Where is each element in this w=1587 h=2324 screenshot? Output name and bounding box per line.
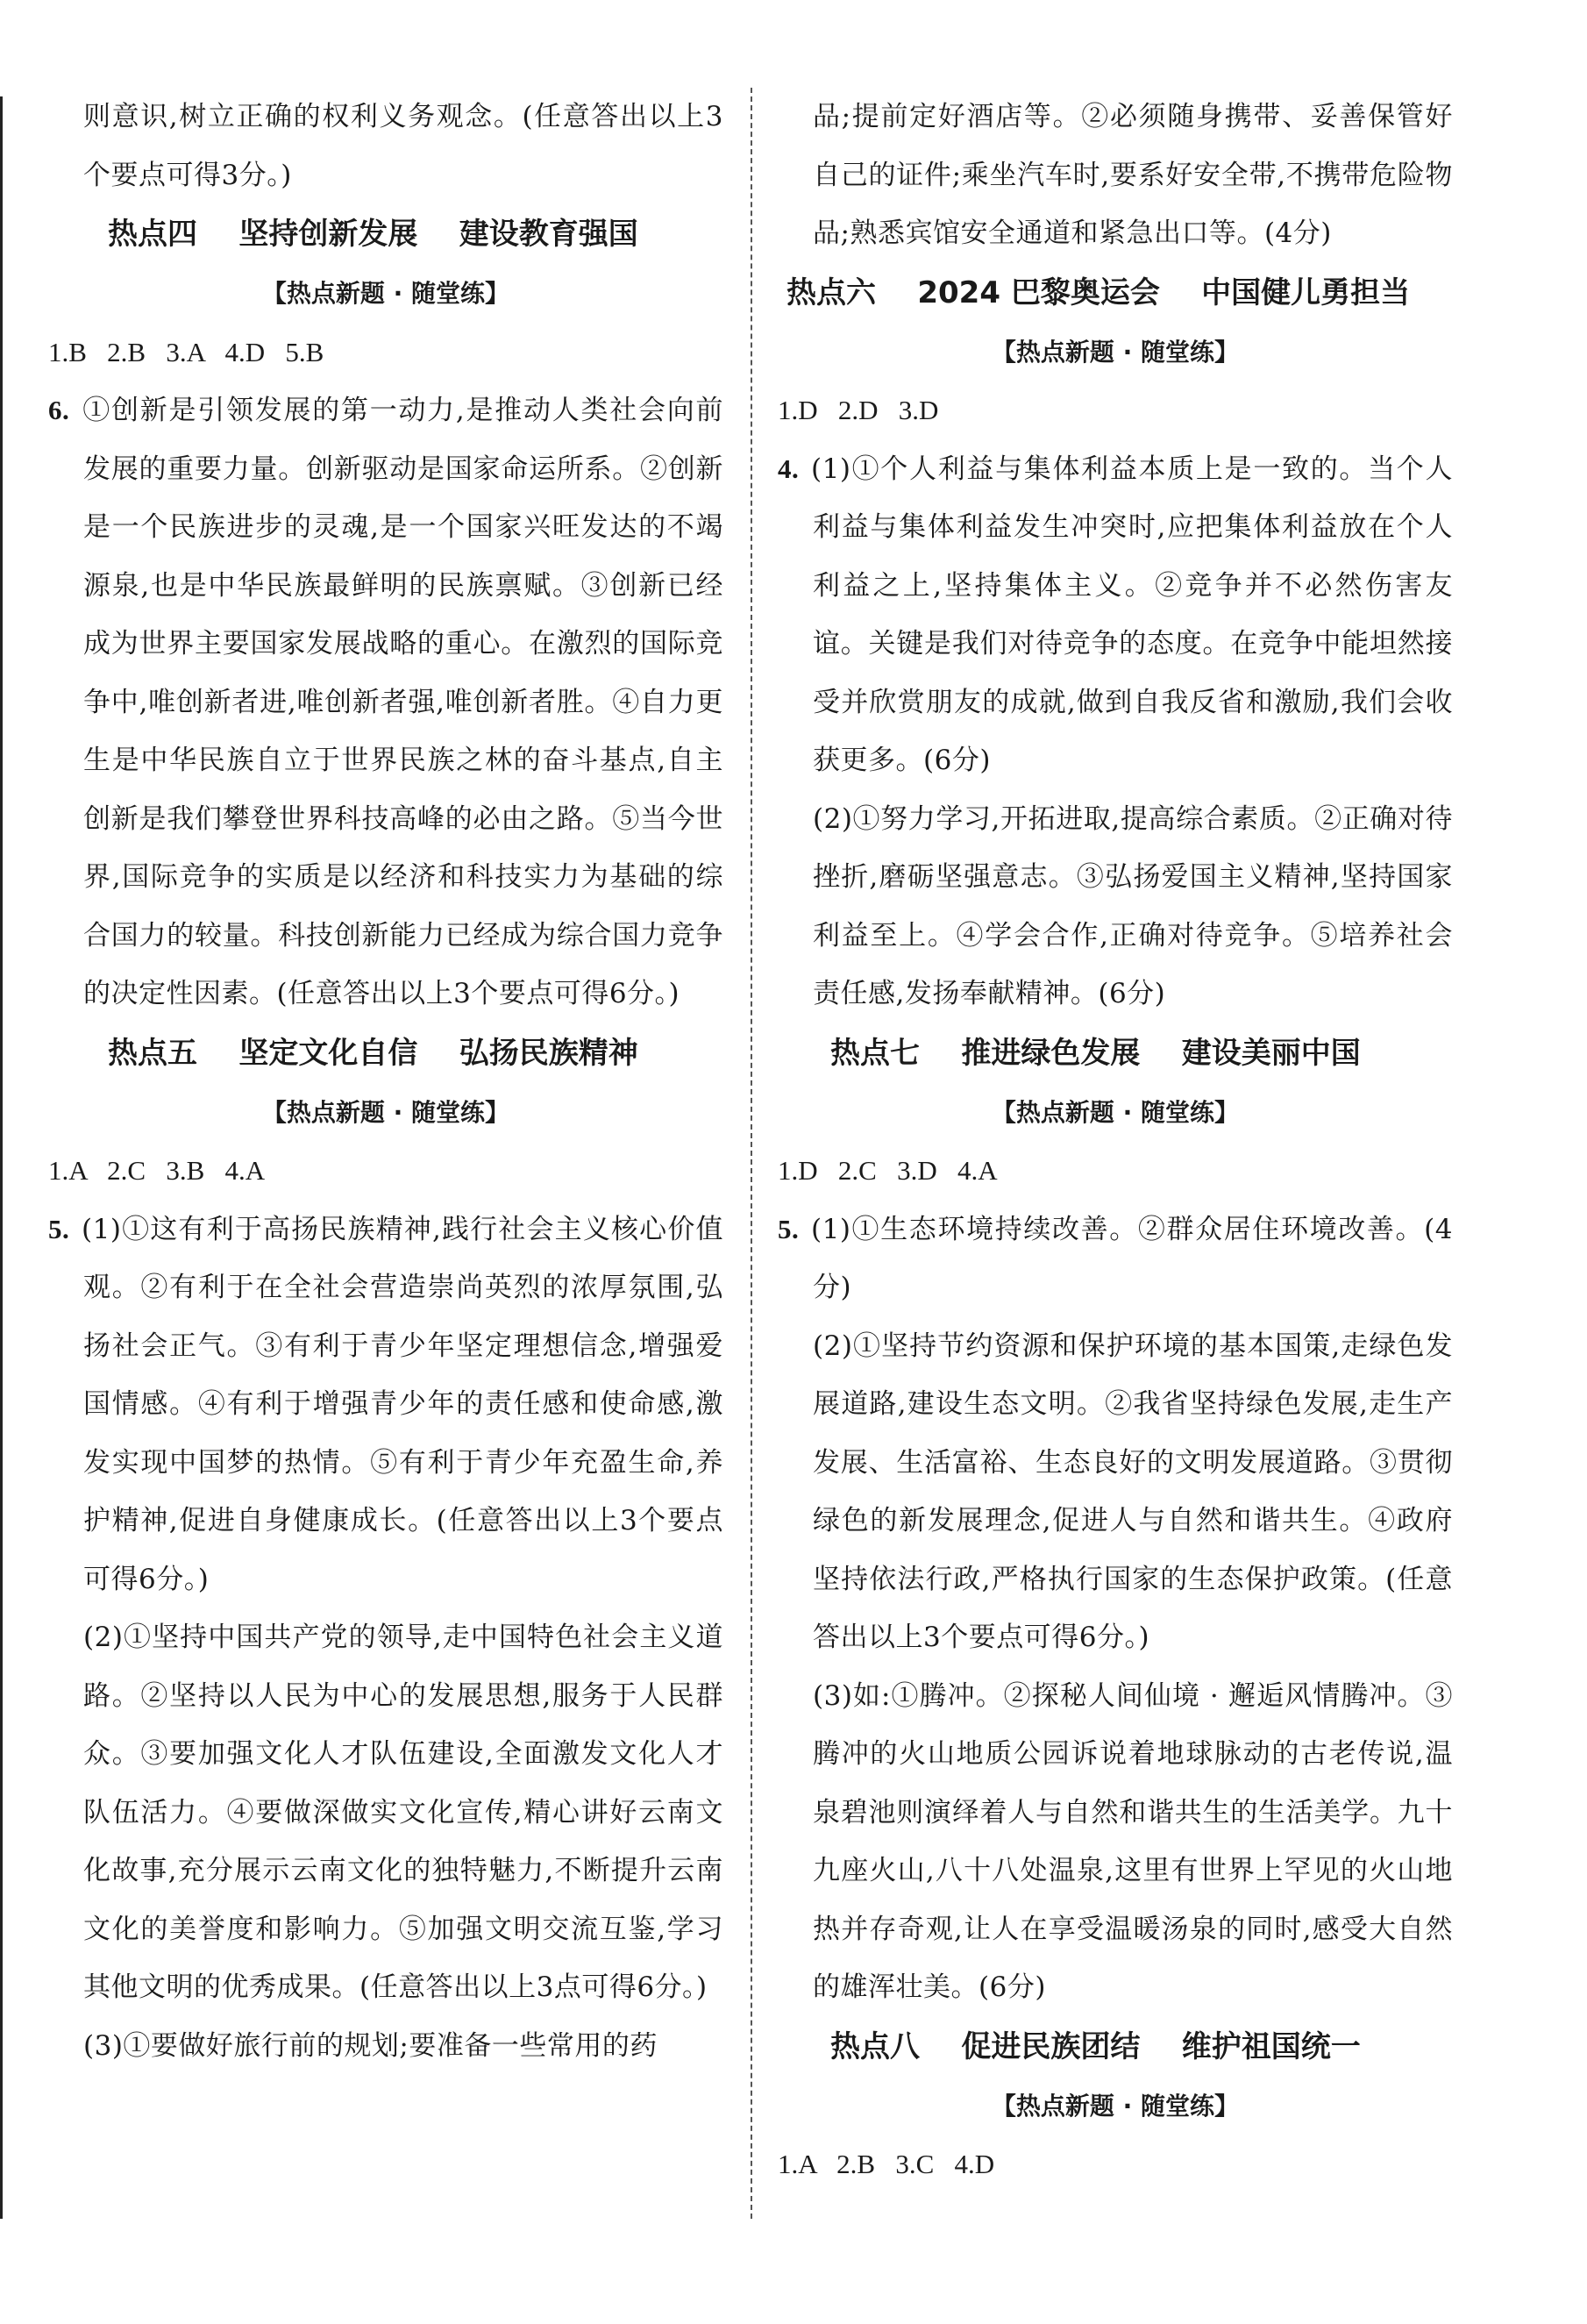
question-block	[48, 1201, 723, 1609]
answer-text: (1)①个人利益与集体利益本质上是一致的。当个人利益与集体利益发生冲突时,应把集体利益放在个人利益之上,坚持集体主义。②竞争并不必然伤害友谊。关键是我们对待竞争的态度。在竞争中能坦然接受并欣赏朋友的成就,做到自我反省和激励,我们会收获更多。(6分)	[811, 453, 1453, 776]
paragraph: 品;提前定好酒店等。②必须随身携带、妥善保管好自己的证件;乘坐汽车时,要系好安全带,不携带危险物品;熟悉宾馆安全通道和紧急出口等。(4分)	[813, 101, 1453, 249]
section-heading: 热点七 推进绿色发展 建设美丽中国	[830, 1035, 1361, 1071]
paragraph: 则意识,树立正确的权利义务观念。(任意答出以上3个要点可得3分。)	[83, 101, 723, 191]
section-subheading: 【热点新题 · 随堂练】	[991, 2091, 1240, 2121]
question-block	[778, 440, 1453, 790]
section-subheading: 【热点新题 · 随堂练】	[261, 279, 510, 308]
section-subheading: 【热点新题 · 随堂练】	[991, 337, 1240, 367]
page-edge-rule	[0, 96, 3, 2219]
question-number: 6.	[48, 395, 70, 425]
question-number: 4.	[778, 453, 800, 484]
question-number: 5.	[48, 1213, 70, 1244]
answer-text: (1)①生态环境持续改善。②群众居住环境改善。(4分)	[811, 1213, 1453, 1303]
question-block	[778, 1201, 1453, 1317]
answer-key: 1.D 2.C 3.D 4.A	[778, 1155, 998, 1186]
section-heading: 热点五 坚定文化自信 弘扬民族精神	[108, 1035, 638, 1071]
right-column	[778, 88, 1453, 2194]
answer-key: 1.A 2.C 3.B 4.A	[48, 1155, 266, 1186]
question-number: 5.	[778, 1213, 800, 1244]
answer-key: 1.D 2.D 3.D	[778, 395, 939, 425]
section-subheading: 【热点新题 · 随堂练】	[991, 1097, 1240, 1127]
answer-text: ①创新是引领发展的第一动力,是推动人类社会向前发展的重要力量。创新驱动是国家命运所系。②创新是一个民族进步的灵魂,是一个国家兴旺发达的不竭源泉,也是中华民族最鲜明的民族禀赋。③创新已经成为世界主要国家发展战略的重心。在激烈的国际竞争中,唯创新者进,唯创新者强,唯创新者胜。④自力更生是中华民族自立于世界民族之林的奋斗基点,自主创新是我们攀登世界科技高峰的必由之路。⑤当今世界,国际竞争的实质是以经济和科技实力为基础的综合国力的较量。科技创新能力已经成为综合国力竞争的决定性因素。(任意答出以上3个要点可得6分。)	[82, 395, 723, 1009]
answer-text: (2)①坚持节约资源和保护环境的基本国策,走绿色发展道路,建设生态文明。②我省坚持绿色发展,走生产发展、生活富裕、生态良好的文明发展道路。③贯彻绿色的新发展理念,促进人与自然和谐共生。④政府坚持依法行政,严格执行国家的生态保护政策。(任意答出以上3个要点可得6分。)	[813, 1330, 1453, 1653]
answer-text: (3)①要做好旅行前的规划;要准备一些常用的药	[83, 2029, 658, 2062]
answer-text: (2)①努力学习,开拓进取,提高综合素质。②正确对待挫折,磨砺坚强意志。③弘扬爱国主义精神,坚持国家利益至上。④学会合作,正确对待竞争。⑤培养社会责任感,发扬奉献精神。(6分)	[813, 802, 1453, 1009]
column-divider	[751, 88, 752, 2219]
section-heading: 热点四 坚持创新发展 建设教育强国	[108, 217, 638, 252]
answer-key: 1.A 2.B 3.C 4.D	[778, 2149, 995, 2179]
section-heading: 热点六 2024 巴黎奥运会 中国健儿勇担当	[786, 274, 1411, 310]
answer-key: 1.B 2.B 3.A 4.D 5.B	[48, 336, 324, 367]
answer-text: (3)如:①腾冲。②探秘人间仙境 · 邂逅风情腾冲。③腾冲的火山地质公园诉说着地球脉动的古老传说,温泉碧池则演绎着人与自然和谐共生的生活美学。九十九座火山,八十八处温泉,这里有世界上罕见的火山地热并存奇观,让人在享受温暖汤泉的同时,感受大自然的雄浑壮美。(6分)	[813, 1679, 1453, 2003]
question-block	[48, 381, 723, 1023]
section-heading: 热点八 促进民族团结 维护祖国统一	[830, 2028, 1361, 2064]
answer-text: (2)①坚持中国共产党的领导,走中国特色社会主义道路。②坚持以人民为中心的发展思想,服务于人民群众。③要加强文化人才队伍建设,全面激发文化人才队伍活力。④要做深做实文化宣传,精心讲好云南文化故事,充分展示云南文化的独特魅力,不断提升云南文化的美誉度和影响力。⑤加强文明交流互鉴,学习其他文明的优秀成果。(任意答出以上3点可得6分。)	[83, 1622, 723, 2003]
answer-text: (1)①这有利于高扬民族精神,践行社会主义核心价值观。②有利于在全社会营造崇尚英烈的浓厚氛围,弘扬社会正气。③有利于青少年坚定理想信念,增强爱国情感。④有利于增强青少年的责任感和使命感,激发实现中国梦的热情。⑤有利于青少年充盈生命,养护精神,促进自身健康成长。(任意答出以上3个要点可得6分。)	[82, 1213, 723, 1595]
section-subheading: 【热点新题 · 随堂练】	[261, 1097, 510, 1127]
left-column	[48, 88, 723, 2075]
